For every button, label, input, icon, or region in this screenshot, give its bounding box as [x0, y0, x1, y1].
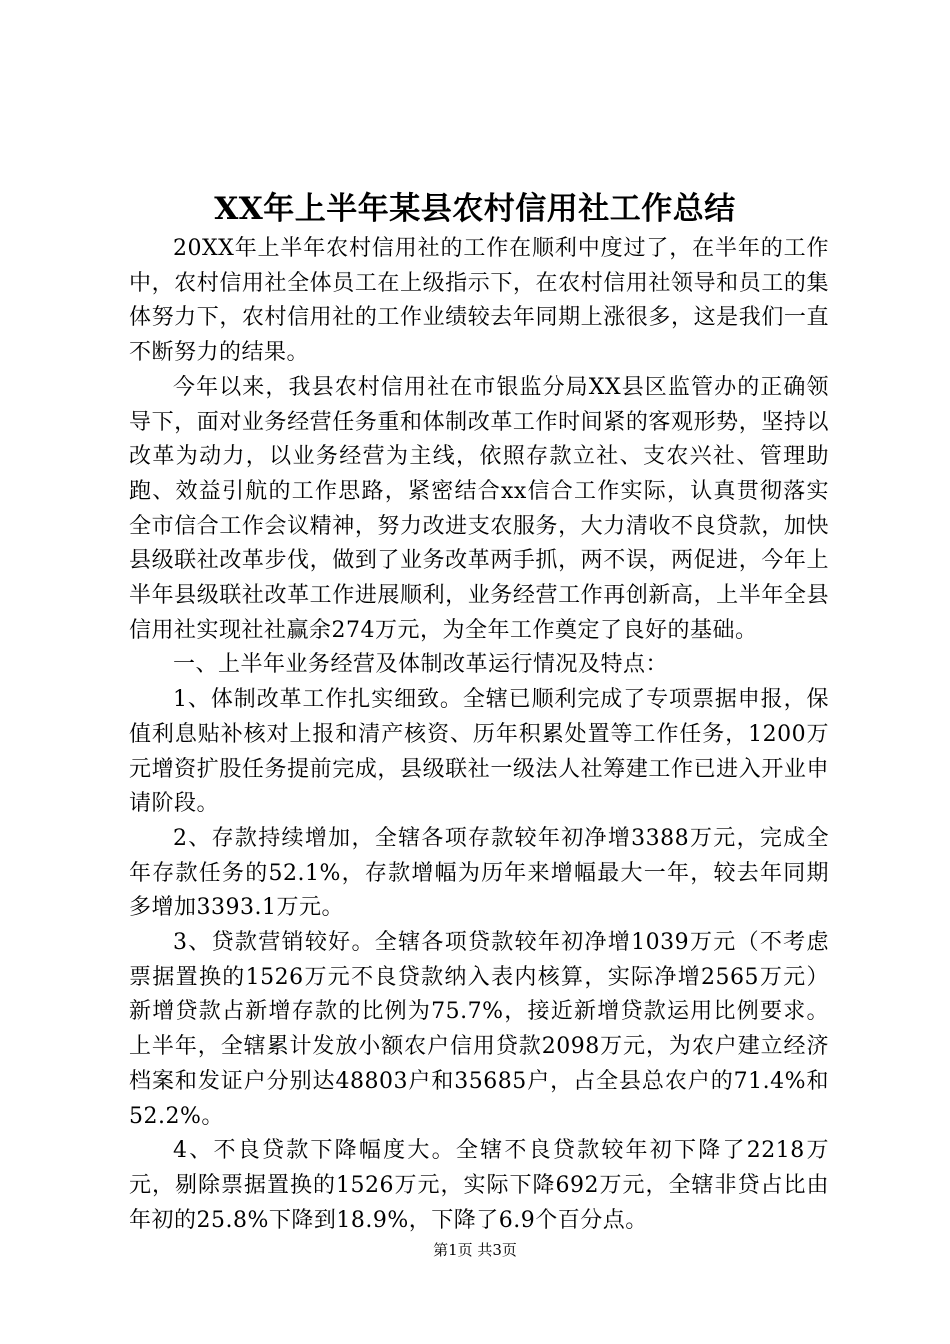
paragraph-item-4: 4、不良贷款下降幅度大。全辖不良贷款较年初下降了2218万元，剔除票据置换的1526万元，实际下降692万元，全辖非贷占比由年初的25.8%下降到18.9%，下降了6.9个百分点。	[129, 1138, 829, 1233]
paragraph-item-1: 1、体制改革工作扎实细致。全辖已顺利完成了专项票据申报，保值利息贴补核对上报和清产核资、历年积累处置等工作任务，1200万元增资扩股任务提前完成，县级联社一级法人社筹建工作已进入开业申请阶段。	[129, 687, 829, 817]
page-footer: 第1页 共3页	[433, 1241, 517, 1259]
paragraph-item-2: 2、存款持续增加，全辖各项存款较年初净增3388万元，完成全年存款任务的52.1%，存款增幅为历年来增幅最大一年，较去年同期多增加3393.1万元。	[129, 825, 829, 921]
document-body	[129, 232, 829, 1238]
paragraph-intro: 20XX年上半年农村信用社的工作在顺利中度过了，在半年的工作中，农村信用社全体员工在上级指示下，在农村信用社领导和员工的集体努力下，农村信用社的工作业绩较去年同期上涨很多，这是我们一直不断努力的结果。	[129, 236, 829, 366]
document-title: XX年上半年某县农村信用社工作总结	[214, 191, 736, 227]
paragraph-overview: 今年以来，我县农村信用社在市银监分局XX县区监管办的正确领导下，面对业务经营任务重和体制改革工作时间紧的客观形势，坚持以改革为动力，以业务经营为主线，依照存款立社、支农兴社、管理助跑、效益引航的工作思路，紧密结合xx信合工作实际，认真贯彻落实全市信合工作会议精神，努力改进支农服务，大力清收不良贷款，加快县级联社改革步伐，做到了业务改革两手抓，两不误，两促进，今年上半年县级联社改革工作进展顺利，业务经营工作再创新高，上半年全县信用社实现社社赢余274万元，为全年工作奠定了良好的基础。	[129, 374, 829, 643]
paragraph-item-3: 3、贷款营销较好。全辖各项贷款较年初净增1039万元（不考虑票据置换的1526万元不良贷款纳入表内核算，实际净增2565万元）新增贷款占新增存款的比例为75.7%，接近新增贷款运用比例要求。上半年，全辖累计发放小额农户信用贷款2098万元，为农户建立经济档案和发证户分别达48803户和35685户，占全县总农户的71.4%和52.2%。	[129, 930, 829, 1129]
section-heading: 一、上半年业务经营及体制改革运行情况及特点：	[173, 652, 669, 678]
